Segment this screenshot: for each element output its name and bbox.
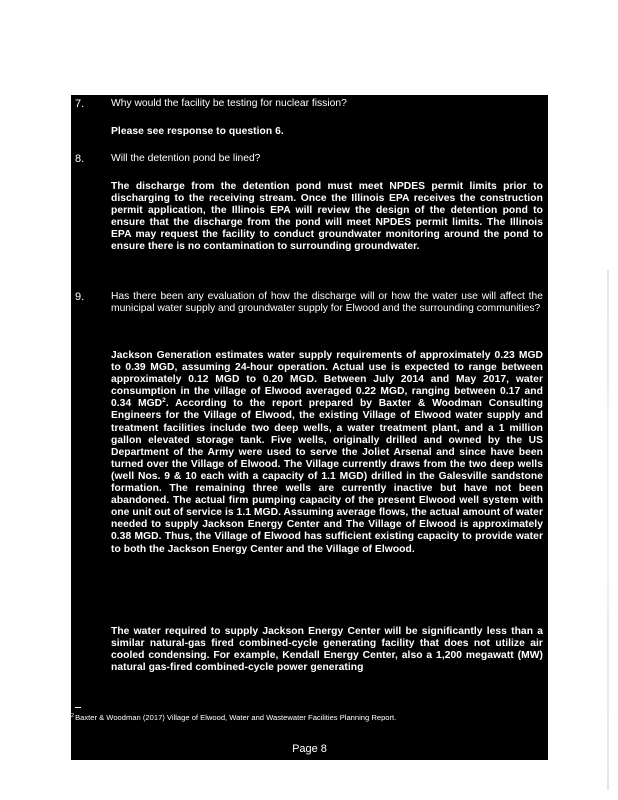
answer-9-continued: The water required to supply Jackson Energy Center will be significantly less than a similar natural-gas fired combined-cycle generating facility that does not utilize air cooled condensing. For example, Kendall Energy Center, also a 1,200 megawatt (MW) natural gas-fired combined-cycle power generating bbox=[111, 626, 543, 674]
answer-9 bbox=[111, 350, 543, 556]
footnote-marker: 2 bbox=[162, 397, 166, 405]
question-number: 9. bbox=[75, 291, 85, 303]
footnote bbox=[71, 713, 396, 722]
question-text: Will the detention pond be lined? bbox=[111, 153, 261, 164]
answer-9-part2: . According to the report prepared by Baxter & Woodman Consulting Engineers for the Village of Elwood, the existing Village of Elwood water supply and treatment facilities include two deep wells, a water treatment plant, and a 1 million gallon elevated storage tank. Five wells, originally drilled and owned by the US Department of the Army were used to serve the Joliet Arsenal and since have been turned over the Village of Elwood. The Village currently draws from the two deep wells (well Nos. 9 & 10 each with a capacity of 1.1 MGD) drilled in the Galesville sandstone formation. The remaining three wells are currently inactive but have not been abandoned. The actual firm pumping capacity of the present Elwood well system with one unit out of service is 1.1 MGD. Assuming average flows, the actual amount of water needed to supply Jackson Energy Center and The Village of Elwood is approximately 0.38 MGD. Thus, the Village of Elwood has sufficient existing capacity to provide water to both the Jackson Energy Center and the Village of Elwood. bbox=[111, 398, 543, 555]
footnote-rule bbox=[75, 707, 81, 708]
question-number: 8. bbox=[75, 153, 85, 165]
question-number: 7. bbox=[75, 98, 85, 110]
page-number: Page 8 bbox=[292, 743, 327, 755]
footnote-text: Baxter & Woodman (2017) Village of Elwood, Water and Wastewater Facilities Planning Report. bbox=[75, 713, 397, 722]
scan-edge-shadow bbox=[607, 270, 609, 790]
answer-7: Please see response to question 6. bbox=[111, 126, 284, 137]
question-text: Why would the facility be testing for nuclear fission? bbox=[111, 98, 347, 109]
answer-9-part1: Jackson Generation estimates water supply requirements of approximately 0.23 MGD to 0.39 MGD, assuming 24-hour operation. Actual use is expected to range between approximately 0.12 MGD to 0.20 MGD. Between July 2014 and May 2017, water consumption in the village of Elwood averaged 0.22 MGD, ranging between 0.17 and 0.34 MGD bbox=[111, 350, 543, 410]
footnote-number: 2 bbox=[71, 713, 75, 719]
question-text: Has there been any evaluation of how the discharge will or how the water use will affect the municipal water supply and groundwater supply for Elwood and the surrounding communities? bbox=[111, 291, 543, 315]
answer-8: The discharge from the detention pond must meet NPDES permit limits prior to discharging to the receiving stream. Once the Illinois EPA receives the construction permit application, the Illinois EPA will review the design of the detention pond to ensure that the discharge from the pond will meet NPDES permit limits. The Illinois EPA may request the facility to conduct groundwater monitoring around the pond to ensure there is no contamination to surrounding groundwater. bbox=[111, 181, 543, 253]
document-page bbox=[71, 95, 548, 760]
